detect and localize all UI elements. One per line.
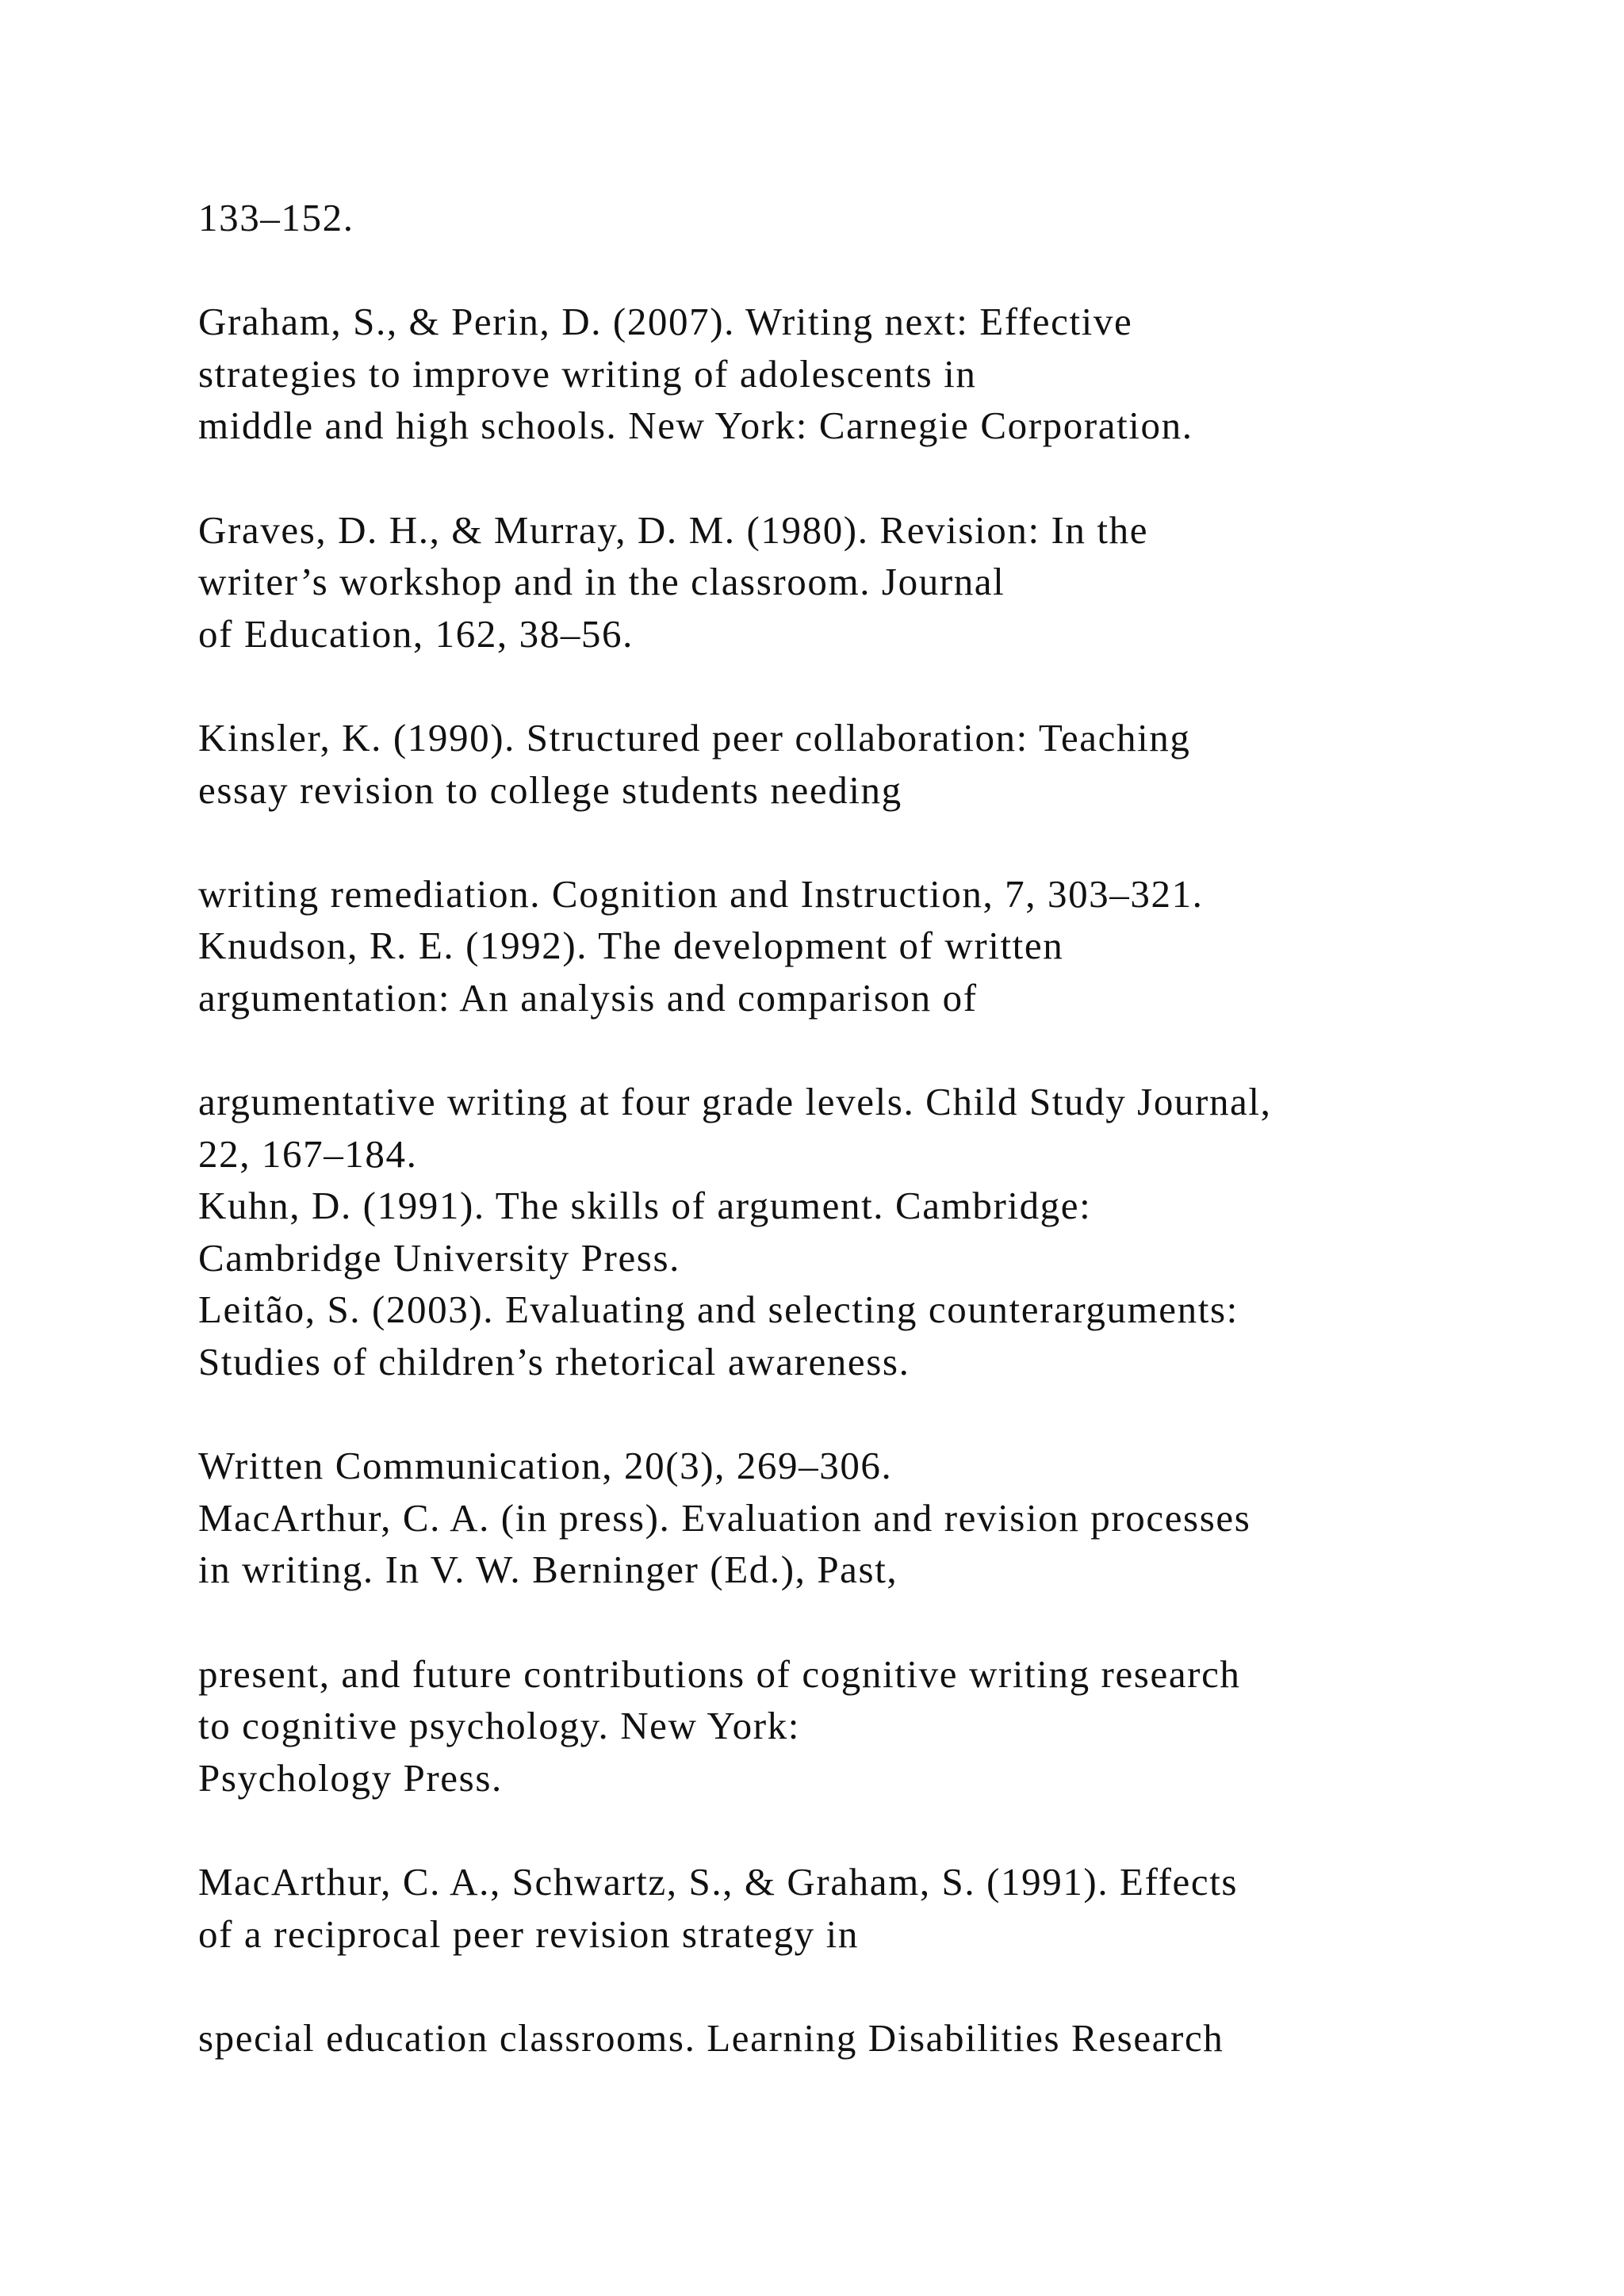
text-line: MacArthur, C. A., Schwartz, S., & Graham, S. (1991). Effects <box>198 1860 1239 1904</box>
text-line: special education classrooms. Learning Disabilities Research <box>198 2015 1224 2060</box>
blank-line <box>198 244 1546 297</box>
text-line: 22, 167–184. <box>198 1131 418 1176</box>
blank-line <box>198 1024 1546 1077</box>
text-line: Knudson, R. E. (1992). The development of written <box>198 924 1064 968</box>
text-line: present, and future contributions of cognitive writing research <box>198 1651 1241 1696</box>
text-line: Graves, D. H., & Murray, D. M. (1980). Revision: In the <box>198 507 1149 552</box>
blank-line <box>198 1596 1546 1648</box>
reference-list <box>198 192 1546 2064</box>
text-line: Graham, S., & Perin, D. (2007). Writing next: Effective <box>198 300 1133 344</box>
blank-line <box>198 1388 1546 1441</box>
blank-line <box>198 660 1546 712</box>
text-line: in writing. In V. W. Berninger (Ed.), Past, <box>198 1548 898 1592</box>
text-line: Kinsler, K. (1990). Structured peer collaboration: Teaching <box>198 715 1191 760</box>
text-line: essay revision to college students needing <box>198 767 902 812</box>
text-line: argumentation: An analysis and comparison of <box>198 975 978 1020</box>
text-line: Written Communication, 20(3), 269–306. <box>198 1444 893 1488</box>
text-line: of Education, 162, 38–56. <box>198 611 634 656</box>
blank-line <box>198 1960 1546 2012</box>
text-line: Kuhn, D. (1991). The skills of argument. Cambridge: <box>198 1184 1092 1228</box>
text-line: MacArthur, C. A. (in press). Evaluation and revision processes <box>198 1495 1251 1540</box>
text-line: Studies of children’s rhetorical awareness. <box>198 1340 910 1384</box>
blank-line <box>198 816 1546 868</box>
text-line: of a reciprocal peer revision strategy in <box>198 1911 859 1956</box>
blank-line <box>198 452 1546 504</box>
text-line: Cambridge University Press. <box>198 1235 680 1280</box>
text-line: to cognitive psychology. New York: <box>198 1704 800 1748</box>
text-line: middle and high schools. New York: Carnegie Corporation. <box>198 404 1193 448</box>
text-line: writing remediation. Cognition and Instruction, 7, 303–321. <box>198 871 1204 916</box>
text-line: Leitão, S. (2003). Evaluating and selecting counterarguments: <box>198 1288 1239 1332</box>
blank-line <box>198 1804 1546 1856</box>
text-line: argumentative writing at four grade levels. Child Study Journal, <box>198 1080 1272 1124</box>
text-line: Psychology Press. <box>198 1755 503 1800</box>
text-line: strategies to improve writing of adolescents in <box>198 351 977 396</box>
text-line: 133–152. <box>198 196 354 239</box>
text-line: writer’s workshop and in the classroom. Journal <box>198 560 1005 604</box>
